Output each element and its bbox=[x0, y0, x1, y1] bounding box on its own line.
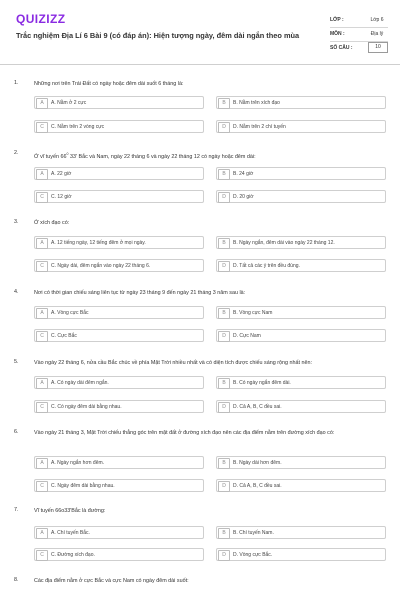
option-b[interactable] bbox=[216, 306, 386, 319]
option-text: D. Vòng cực Bắc. bbox=[233, 552, 273, 558]
quizizz-logo: QUIZIZZ bbox=[16, 12, 66, 26]
option-c[interactable] bbox=[34, 479, 204, 492]
option-text: D. Nằm trên 2 chí tuyến bbox=[233, 124, 286, 130]
meta-key: MÔN : bbox=[330, 31, 345, 37]
question-number: 2. bbox=[14, 150, 19, 156]
option-letter-d: D bbox=[218, 261, 230, 272]
option-letter-a: A bbox=[36, 238, 48, 249]
option-text: C. Cực Bắc bbox=[51, 333, 77, 339]
option-letter-b: B bbox=[218, 238, 230, 249]
option-d[interactable] bbox=[216, 400, 386, 413]
option-d[interactable] bbox=[216, 190, 386, 203]
option-letter-a: A bbox=[36, 458, 48, 469]
option-text: A. Có ngày dài đêm ngắn. bbox=[51, 380, 109, 386]
option-letter-c: C bbox=[36, 331, 48, 342]
option-letter-d: D bbox=[218, 481, 230, 492]
question-number: 7. bbox=[14, 507, 19, 513]
option-letter-b: B bbox=[218, 528, 230, 539]
option-text: D. Cả A, B, C đều sai. bbox=[233, 483, 282, 489]
meta-key: LỚP : bbox=[330, 17, 344, 23]
option-c[interactable] bbox=[34, 259, 204, 272]
document-header bbox=[0, 0, 400, 65]
option-b[interactable] bbox=[216, 376, 386, 389]
option-text: D. Cả A, B, C đều sai. bbox=[233, 404, 282, 410]
option-c[interactable] bbox=[34, 190, 204, 203]
option-letter-c: C bbox=[36, 402, 48, 413]
option-a[interactable] bbox=[34, 376, 204, 389]
degree-superscript: 0 bbox=[66, 152, 69, 156]
option-letter-c: C bbox=[36, 550, 48, 561]
option-letter-d: D bbox=[218, 192, 230, 203]
option-c[interactable] bbox=[34, 400, 204, 413]
question-number: 8. bbox=[14, 577, 19, 583]
option-a[interactable] bbox=[34, 236, 204, 249]
option-text: A. 12 tiếng ngày, 12 tiếng đêm ở mọi ngày. bbox=[51, 240, 146, 246]
question-text-part: 33' Bắc và Nam, ngày 22 tháng 6 và ngày 22 tháng 12 có ngày hoặc đêm dài: bbox=[68, 153, 256, 160]
option-letter-b: B bbox=[218, 169, 230, 180]
meta-value: 10 bbox=[368, 42, 388, 53]
question-number: 1. bbox=[14, 80, 19, 86]
question-text: Vào ngày 22 tháng 6, nửa cầu Bắc chúc về phía Mặt Trời nhiều nhất và có diện tích được chiếu sáng rộng nhất nên: bbox=[34, 360, 313, 366]
option-letter-d: D bbox=[218, 402, 230, 413]
option-letter-c: C bbox=[36, 122, 48, 133]
option-c[interactable] bbox=[34, 329, 204, 342]
page-title: Trắc nghiệm Địa Lí 6 Bài 9 (có đáp án): Hiện tượng ngày, đêm dài ngắn theo mùa bbox=[16, 31, 300, 40]
option-text: C. Ngày dài, đêm ngắn vào ngày 22 tháng 6. bbox=[51, 263, 151, 269]
option-a[interactable] bbox=[34, 456, 204, 469]
option-b[interactable] bbox=[216, 167, 386, 180]
option-a[interactable] bbox=[34, 526, 204, 539]
question-text-part: Ở vĩ tuyến 66 bbox=[34, 153, 67, 160]
option-text: A. Nằm ở 2 cực bbox=[51, 100, 87, 106]
option-letter-b: B bbox=[218, 98, 230, 109]
option-text: A. 22 giờ bbox=[51, 171, 72, 177]
option-c[interactable] bbox=[34, 120, 204, 133]
option-text: D. Tất cả các ý trên đều đúng. bbox=[233, 263, 300, 269]
option-d[interactable] bbox=[216, 259, 386, 272]
option-text: B. Nằm trên xích đạo bbox=[233, 100, 280, 106]
option-letter-b: B bbox=[218, 308, 230, 319]
option-letter-a: A bbox=[36, 528, 48, 539]
option-b[interactable] bbox=[216, 96, 386, 109]
option-text: C. Đường xích đạo. bbox=[51, 552, 95, 558]
option-text: C. Ngày đêm dài bằng nhau. bbox=[51, 483, 115, 489]
option-text: C. 12 giờ bbox=[51, 194, 72, 200]
option-b[interactable] bbox=[216, 456, 386, 469]
option-text: A. Chí tuyến Bắc. bbox=[51, 530, 90, 536]
option-d[interactable] bbox=[216, 479, 386, 492]
question-text bbox=[34, 150, 386, 161]
option-d[interactable] bbox=[216, 120, 386, 133]
meta-key: SỐ CÂU : bbox=[330, 45, 353, 51]
option-letter-c: C bbox=[36, 192, 48, 203]
option-a[interactable] bbox=[34, 167, 204, 180]
option-letter-a: A bbox=[36, 378, 48, 389]
option-text: B. Ngày ngắn, đêm dài vào ngày 22 tháng 12. bbox=[233, 240, 335, 246]
option-text: D. 20 giờ bbox=[233, 194, 254, 200]
option-letter-b: B bbox=[218, 458, 230, 469]
option-letter-c: C bbox=[36, 261, 48, 272]
question-text: Nơi có thời gian chiếu sáng liên tục từ ngày 23 tháng 9 đến ngày 21 tháng 3 năm sau là: bbox=[34, 290, 246, 296]
option-text: C. Nằm trên 2 vòng cực bbox=[51, 124, 105, 130]
question-text: Các địa điểm nằm ở cực Bắc và cực Nam có ngày đêm dài suốt: bbox=[34, 578, 189, 584]
option-text: D. Cực Nam bbox=[233, 333, 261, 339]
meta-row-subject bbox=[330, 28, 388, 42]
option-letter-d: D bbox=[218, 122, 230, 133]
option-text: B. Ngày dài hơn đêm. bbox=[233, 460, 282, 466]
option-text: B. Chí tuyến Nam. bbox=[233, 530, 274, 536]
question-text: Vào ngày 21 tháng 3, Mặt Trời chiếu thẳng góc trên mặt đất ở đường xích đạo nên các địa điểm nằm trên đường xích đạo có: bbox=[34, 430, 335, 436]
option-letter-d: D bbox=[218, 550, 230, 561]
option-text: B. 24 giờ bbox=[233, 171, 254, 177]
option-letter-b: B bbox=[218, 378, 230, 389]
question-number: 6. bbox=[14, 429, 19, 435]
meta-value: Địa lý bbox=[370, 31, 384, 37]
option-text: B. Có ngày ngắn đêm dài. bbox=[233, 380, 291, 386]
question-text: Những nơi trên Trái Đất có ngày hoặc đêm dài suốt 6 tháng là: bbox=[34, 81, 184, 87]
meta-row-class bbox=[330, 14, 388, 28]
meta-row-count bbox=[330, 42, 388, 55]
meta-value: Lớp 6 bbox=[370, 17, 384, 23]
question-number: 5. bbox=[14, 359, 19, 365]
option-a[interactable] bbox=[34, 306, 204, 319]
question-text: Vĩ tuyến 66o33'Bắc là đường: bbox=[34, 508, 106, 514]
option-d[interactable] bbox=[216, 329, 386, 342]
question-text: Ở xích đạo có: bbox=[34, 220, 70, 226]
option-letter-a: A bbox=[36, 169, 48, 180]
option-d[interactable] bbox=[216, 548, 386, 561]
meta-box bbox=[330, 14, 388, 55]
question-number: 3. bbox=[14, 219, 19, 225]
option-a[interactable] bbox=[34, 96, 204, 109]
option-text: A. Vòng cực Bắc bbox=[51, 310, 89, 316]
option-letter-d: D bbox=[218, 331, 230, 342]
option-letter-a: A bbox=[36, 308, 48, 319]
option-c[interactable] bbox=[34, 548, 204, 561]
option-text: C. Có ngày đêm dài bằng nhau. bbox=[51, 404, 122, 410]
option-text: A. Ngày ngắn hơn đêm. bbox=[51, 460, 105, 466]
option-text: B. Vòng cực Nam bbox=[233, 310, 273, 316]
option-letter-c: C bbox=[36, 481, 48, 492]
option-b[interactable] bbox=[216, 236, 386, 249]
option-b[interactable] bbox=[216, 526, 386, 539]
option-letter-a: A bbox=[36, 98, 48, 109]
question-number: 4. bbox=[14, 289, 19, 295]
